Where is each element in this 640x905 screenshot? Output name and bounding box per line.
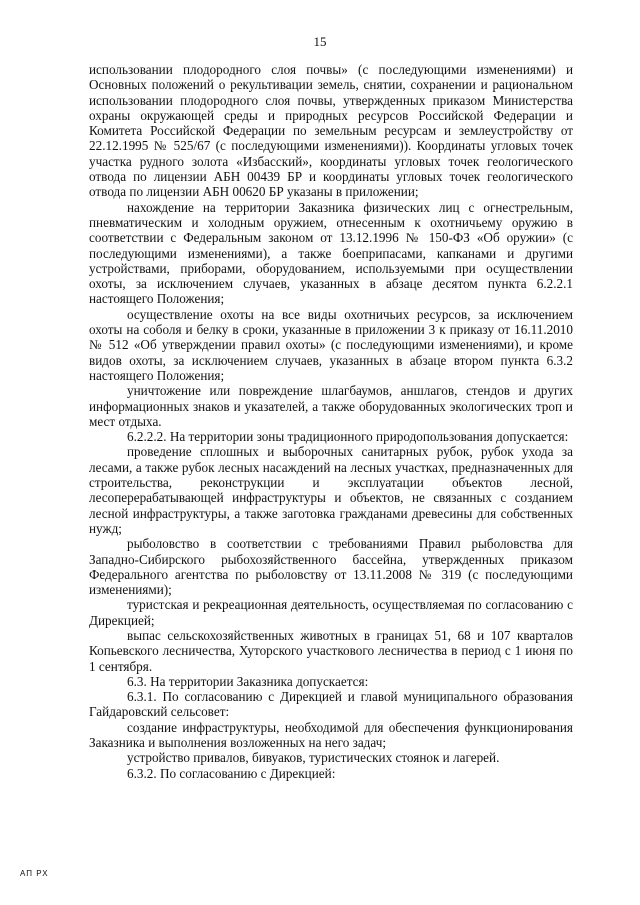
body-text [89,62,573,781]
paragraph-6-3-2: 6.3.2. По согласованию с Дирекцией: [127,765,336,781]
paragraph-logging: проведение сплошных и выборочных санитарных рубок, рубок ухода за лесами, а также рубок лесных насаждений на лесных участках, предназначенных для строительства, реконструкции и эксплуатации объектов лесной, лесоперерабатывающей инфраструктуры и объектов, не связанных с созданием лесной инфраструктуры, а также заготовка гражданами древесины для собственных нужд; [89,444,573,536]
paragraph-infrastructure: создание инфраструктуры, необходимой для обеспечения функционирования Заказника и выполнения возложенных на него задач; [89,719,573,751]
paragraph-6-2-2-2: 6.2.2.2. На территории зоны традиционного природопользования допускается: [127,429,569,445]
paragraph-hunting: осуществление охоты на все виды охотничьих ресурсов, за исключением охоты на соболя и белку в сроки, указанные в приложении 3 к приказу от 16.11.2010 № 512 «Об утверждении правил охоты» (с последующими изменениями), и кроме видов охоты, за исключением случаев, указанных в абзаце втором пункта 6.3.2 настоящего Положения; [89,306,573,383]
page-number: 15 [313,34,327,49]
paragraph-6-3: 6.3. На территории Заказника допускается: [127,673,369,689]
paragraph-6-3-1: 6.3.1. По согласованию с Дирекцией и главой муниципального образования Гайдаровский сельсовет: [89,689,573,720]
paragraph-camps: устройство привалов, бивуаков, туристических стоянок и лагерей. [127,750,500,766]
paragraph-fishing: рыболовство в соответствии с требованиями Правил рыболовства для Западно-Сибирского рыбохозяйственного бассейна, утвержденных приказом Федерального агентства по рыболовству от 13.11.2008 № 319 (с последующими изменениями); [89,536,573,598]
paragraph-weapons: нахождение на территории Заказника физических лиц с огнестрельным, пневматическим и холодным оружием, отнесенным к охотничьему оружию в соответствии с Федеральным законом от 13.12.1996 № 150-ФЗ «Об оружии» (с последующими изменениями), а также боеприпасами, капканами и другими устройствами, приборами, оборудованием, используемыми при осуществлении охоты, за исключением случаев, указанных в абзаце десятом пункта 6.2.2.1 настоящего Положения; [89,199,573,307]
paragraph-tourism: туристская и рекреационная деятельность, осуществляемая по согласованию с Дирекцией; [89,597,573,628]
footer-mark: АП РХ [20,869,49,878]
paragraph-continuation: использовании плодородного слоя почвы» (с последующими изменениями) и Основных положений о рекультивации земель, снятии, сохранении и рациональном использовании плодородного слоя почвы, утвержденных приказом Министерства охраны окружающей среды и природных ресурсов Российской Федерации и Комитета Российской Федерации по земельным ресурсам и землеустройству от 22.12.1995 № 525/67 (с последующими изменениями)). Координаты угловых точек участка рудного золота «Избасский», координаты угловых точек геологического отвода по лицензии АБН 00439 БР и координаты угловых точек геологического отвода по лицензии АБН 00620 БР указаны в приложении; [89,62,573,200]
paragraph-signs: уничтожение или повреждение шлагбаумов, аншлагов, стендов и других информационных знаков и указателей, а также оборудованных экологических троп и мест отдыха. [89,383,573,429]
paragraph-grazing: выпас сельскохозяйственных животных в границах 51, 68 и 107 кварталов Копьевского лесничества, Хуторского участкового лесничества в период с 1 июня по 1 сентября. [89,627,573,674]
